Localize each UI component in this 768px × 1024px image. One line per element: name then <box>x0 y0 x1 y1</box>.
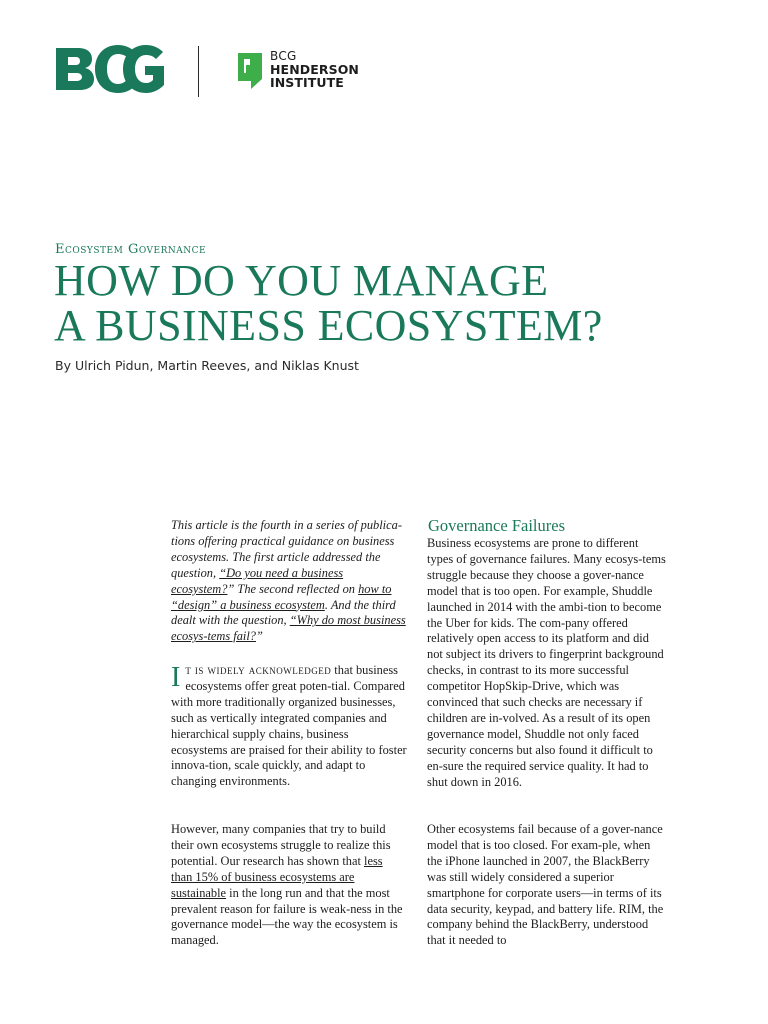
title-line-2: A BUSINESS ECOSYSTEM? <box>54 301 603 350</box>
drop-cap: I <box>171 662 181 693</box>
byline: By Ulrich Pidun, Martin Reeves, and Niklas Knust <box>55 358 359 373</box>
henderson-institute-icon <box>238 53 262 89</box>
lead-in: t is widely acknowledged <box>185 663 332 677</box>
article-kicker: Ecosystem Governance <box>55 242 207 257</box>
section-heading: Governance Failures <box>428 516 565 535</box>
paragraph-3: Business ecosystems are prone to different types of governance failures. Many ecosys-tems struggle because they choose a gover-nance model that is too open. For example, Shuddle launched in 2014 with the ambi-tion to become the Uber for kids. The com-pany offered relatively open access to its platform and did not subject its drivers to fingerprint background checks, in contrast to its more successful competitor HopSkip-Drive, which was convinced that such checks are necessary if children are in-volved. As a result of its open governance model, Shuddle not only faced security concerns but also found it difficult to en-sure the required service quality. It had to shut down in 2016. <box>427 536 666 789</box>
paragraph-1 <box>171 663 407 790</box>
paragraph-1-text: that business ecosystems offer great poten-tial. Compared with more traditionally organized businesses, such as vertically integrated companies and hierarchical supply chains, business ecosystems are praised for their ability to foster innova-tion, scale quickly, and adapt to changing environments. <box>171 663 407 789</box>
article-title <box>54 258 603 348</box>
intro-text-4: ” <box>256 629 263 644</box>
logo-divider <box>198 46 199 97</box>
intro-note <box>171 518 407 645</box>
paragraph-4: Other ecosystems fail because of a gover-nance model that is too closed. For exam-ple, when the iPhone launched in 2007, the BlackBerry was still widely considered a superior smartphone for corporate users—in terms of its data security, keypad, and battery life. RIM, the company behind the BlackBerry, understood that it needed to <box>427 822 664 948</box>
link-sustainable-ecosystems[interactable]: less than 15% of business ecosystems are sustainable <box>171 853 383 900</box>
title-line-1: HOW DO YOU MANAGE <box>54 256 549 305</box>
intro-text-2: ” The second reflected on <box>227 581 359 596</box>
bcg-logo <box>54 44 166 94</box>
link-why-ecosystems-fail[interactable]: “Why do most business ecosys-tems fail? <box>171 613 406 644</box>
link-do-you-need-ecosystem[interactable]: “Do you need a business ecosystem? <box>171 565 344 596</box>
intro-text-3: . And the third dealt with the question, <box>171 597 396 628</box>
paragraph-2 <box>171 822 407 949</box>
intro-text-1: This article is the fourth in a series of publica-tions offering practical guidance on business ecosystems. The first article addressed the question, <box>171 518 402 580</box>
institute-line3: INSTITUTE <box>270 75 344 90</box>
institute-line1: BCG <box>270 49 297 63</box>
paragraph-2-text-b: in the long run and that the most prevalent reason for failure is weak-ness in the governance model—the way the ecosystem is managed. <box>171 885 403 948</box>
henderson-institute-wordmark <box>270 50 359 89</box>
link-how-to-design-ecosystem[interactable]: how to “design” a business ecosystem <box>171 581 392 612</box>
paragraph-2-text-a: However, many companies that try to build their own ecosystems struggle to realize this potential. Our research has shown that <box>171 822 391 868</box>
institute-line2: HENDERSON <box>270 62 359 77</box>
